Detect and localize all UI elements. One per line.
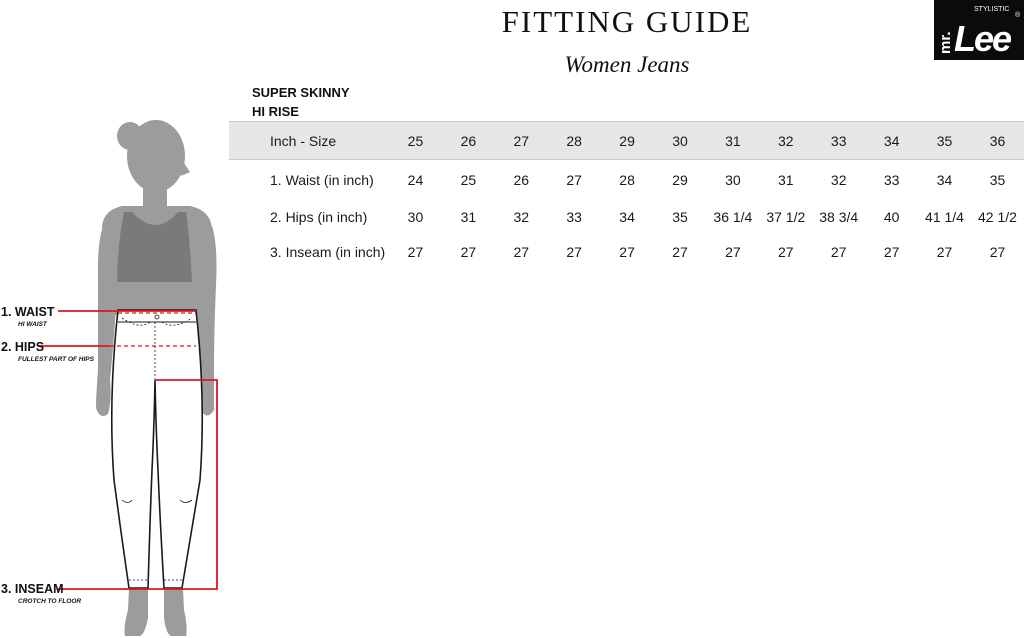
size-cell: 31	[725, 132, 741, 149]
measurement-label-inseam: 3. INSEAM	[1, 582, 64, 596]
table-cell: 27	[566, 244, 582, 260]
table-cell: 27	[619, 244, 635, 260]
table-cell: 40	[883, 209, 900, 225]
size-cell: 26	[460, 132, 477, 149]
table-cell: 38 3/4	[819, 209, 859, 225]
table-header-row	[229, 122, 1024, 160]
logo-brand: Lee	[954, 18, 1011, 59]
table-cell: 42 1/2	[978, 209, 1017, 225]
style-name-line2: HI RISE	[252, 104, 299, 119]
size-cell: 35	[936, 132, 953, 149]
row-label: 3. Inseam (in inch)	[270, 244, 386, 260]
size-cell: 29	[619, 132, 635, 149]
measurement-label-hips: 2. HIPS	[1, 340, 45, 354]
table-cell: 27	[883, 244, 900, 260]
table-cell: 24	[407, 171, 424, 188]
page-subtitle: Women Jeans	[564, 52, 690, 77]
body-figure-illustration	[0, 0, 240, 638]
measurement-label-waist: 1. WAIST	[1, 305, 55, 319]
logo-registered: ®	[1015, 12, 1021, 19]
table-cell: 26	[513, 171, 530, 188]
style-name-line1: SUPER SKINNY	[252, 85, 350, 100]
table-cell: 35	[672, 209, 688, 225]
size-cell: 30	[672, 132, 688, 149]
table-cell: 27	[778, 244, 794, 260]
table-cell: 34	[619, 209, 635, 225]
table-row-inseam	[229, 235, 1024, 270]
logo-prefix: mr.	[937, 31, 954, 54]
table-row-waist	[229, 160, 1024, 200]
measurement-sub-inseam: CROTCH TO FLOOR	[18, 598, 82, 605]
table-cell: 25	[460, 171, 477, 188]
table-cell: 27	[460, 244, 477, 260]
size-chart-table	[229, 121, 1024, 270]
table-cell: 30	[407, 209, 424, 225]
table-cell: 31	[460, 209, 477, 225]
table-cell: 30	[725, 171, 741, 188]
table-cell: 31	[778, 171, 794, 188]
size-cell: 33	[830, 132, 847, 149]
table-cell: 28	[619, 171, 635, 188]
jeans-outline	[112, 310, 203, 588]
row-label: 2. Hips (in inch)	[270, 209, 368, 225]
size-cell: 28	[566, 132, 582, 149]
table-cell: 27	[566, 171, 582, 188]
brand-logo	[934, 0, 1024, 60]
measurement-sub-hips: FULLEST PART OF HIPS	[18, 356, 94, 363]
table-cell: 32	[830, 171, 847, 188]
row-label: 1. Waist (in inch)	[270, 171, 374, 188]
table-cell: 33	[566, 209, 582, 225]
size-cell: 32	[778, 132, 794, 149]
table-cell: 27	[407, 244, 424, 260]
table-cell: 32	[513, 209, 530, 225]
table-cell: 36 1/4	[713, 209, 753, 225]
size-cell: 34	[883, 132, 900, 149]
table-cell: 41 1/4	[925, 209, 964, 225]
table-cell: 37 1/2	[766, 209, 806, 225]
measurement-sub-waist: HI WAIST	[18, 321, 47, 328]
logo-tagline: STYLISTIC	[974, 6, 1010, 13]
table-cell: 27	[725, 244, 741, 260]
table-cell: 35	[989, 171, 1006, 188]
size-cell: 27	[513, 132, 530, 149]
table-cell: 27	[989, 244, 1006, 260]
size-cell: 25	[407, 132, 424, 149]
table-cell: 27	[672, 244, 688, 260]
table-row-hips	[229, 200, 1024, 235]
table-cell: 27	[513, 244, 530, 260]
table-cell: 27	[830, 244, 847, 260]
table-cell: 29	[672, 171, 688, 188]
page-title: FITTING GUIDE	[501, 4, 753, 39]
size-cell: 36	[989, 132, 1006, 149]
table-cell: 27	[936, 244, 953, 260]
table-cell: 33	[883, 171, 900, 188]
table-cell: 34	[936, 171, 953, 188]
table-header-label: Inch - Size	[270, 132, 337, 149]
